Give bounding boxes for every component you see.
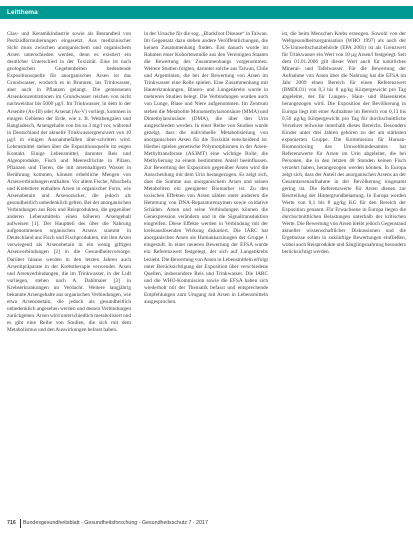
text-column-3 xyxy=(282,31,406,514)
section-header-bar xyxy=(0,6,413,19)
column-1-text: Glas- und Keramikindustrie sowie als Bestandteil von Pestizidformulierungen eingesetzt. Aus medizinischer Sicht muss zwischen anorganischem und organischem Arsen unterschieden werden, denn es existiert ein deutlicher Unterschied in der Toxizität. Eine ist nach geologischen Gegebenheiten bedeutende Expositionsquelle für anorganisches Arsen ist das Grundwasser, wodurch es in Brunnen, ins Trinkwasser, aber auch in Pflanzen gelangt. Die gemessenen Arsenkonzentrationen im Grundwasser reichen von nicht nachweisbar bis 5000 µg/l. Im Trinkwasser, in dem in der Arsenite (As-III) oder Arsenat (As-V) vorliegt, kommen in einigen Gebieten der Erde, wie z. B. Westbengalen und Bangladesch, Arsengehalte von bis zu 3 mg/l vor, während in Deutschland der aktuelle Trinkwassergrenzwert von 10 µg/l in einigen Ausnahmefällen über-schritten wird. Lebensmittel stehen über die Expositionsquelle im engen Kontakt. Einige Lebensmittel, darunter Reis und Algenprodukte, Fisch und Meeresfrüchte in Pilzen, Pflanzen und Tieren, die mit arsenhaltigem Wasser in Berührung kommen, können erhebliche Mengen von Arsenverbindungen enthalten. Vor allem Fische, Muscheln und Krebstiere enthalten Arsen in organischer Form, wie Arsenobetain und Arsenozucker, die jedoch als gesundheitlich unbedenklich gelten. Bei der anorganischen Verbindungen aus Reis und Reisprodukten, die gegenüber anderen Lebensmitteln einen höheren Arsengehalt aufweisen [1]. Der Hauptteil des über die Nahrung aufgenommenen organischen Arsens stammt in Deutschland aus Fisch und Fischprodukten, mit ihm Arsen vorwiegend als Arsenobetain in ein wenig giftigen Arsenverbindungen [2] in die Gesundheitsvorsorge. Darüber hinaus werden in den letzten Jahren auch Arsenitpräparate in der Krebstherapie verwendet. Arsen und Arsenverbindungen, die im Trinkwasser, in der Luft vorliegen, stehen nach A. Dahlmaier [3] in Krebserkrankungen im Verdacht. Weitere langjährig bekannte Arsengehalte aus organischen Verbindungen, wie etwa Arsenobetain, die jedoch als gesundheitlich unbedenklich angesehen werden und dessen Verbindungen zurückgehen. Arsen wird unterschiedlich metabolisiert und es gibt eine Reihe von Studien, die sich mit dem Metabolismus und den Auswirkungen befasst haben. xyxy=(7,31,131,333)
column-3-text: ist, die beim Menschen Krebs erzeugen. Sowohl von der Weltgesundheitsorganisation (WHO 1997) als auch der US-Umweltschutzbehörde (EPA 2001) ist als Grenzwert für Trinkwasser ein Wert von 10 µg Arsen/l festgelegt. Seit dem 01.01.2006 gilt dieser Wert auch für natürliches Mineral- und Tafelwasser. Für die Bewertung der Aufnahme von Arsen über die Nahrung hat die EFSA im Jahr 2009 einen Bereich für einen Referenzwert (BMDL01) von 0,3 bis 8 µg/kg Körpergewicht pro Tag abgeleitet, der für Lungen-, Haut- und Blasenkrebs herangezogen wird. Die Exposition der Bevölkerung in Europa liegt mit einer Aufnahme im Bereich von 0,13 bis 0,56 µg/kg Körpergewicht pro Tag für durchschnittliche Verzehrer teilweise innerhalb dieses Bereichs. Besonders Kinder unter drei Jahren gehören zu der am stärksten exponierten Gruppe. Die Kommission für Human-Biomonitoring des Umweltbundesamtes hat Referenzwerte für Arsen im Urin abgeleitet, die bei Personen, die in den letzten 48 Stunden keinen Fisch verzehrt haben, herangezogen werden können. In Europa zeigt sich, dass der Anteil des anorganischen Arsens an der Gesamtarsenaufnahme in der Bevölkerung insgesamt gering ist. Die Referenzwerte für Arsen dienen zur Beurteilung der Hintergrundbelastung. In Europa werden Werte von 0,1 bis 8 µg/kg KG für den Bereich der Exposition genannt. Für Erwachsene in Europa liegen die durchschnittlichen Belastungen unterhalb der kritischen Werte. Die Bewertung von Arsen bleibt jedoch Gegenstand aktueller wissenschaftlicher Diskussionen und die Ergebnisse sollen in zukünftige Bewertungen einfließen, wobei auch Reisprodukte und Säuglingsnahrung besonders berücksichtigt werden. xyxy=(282,31,406,256)
column-2-text: in der Ursache für die sog. „Blackfoot Disease“ in Taiwan. Im Gegensatz dazu stehen andere Veröffentlichungen, die keinen Zusammenhang finden. Erst danach wurde im Rahmen einer Kohortenstudie aus den Vereinigten Staaten die Bewertung des Zusammenhangs vorgenommen. Weitere Studien folgten, darunter solche aus Taiwan, Chile und Argentinien, die bei der Bewertung von Arsen im Trinkwasser eine Rolle spielen. Eine Zusammenhang mit Hauterkrankungen, Blasen- und Lungenkrebs wurde in mehreren Studien belegt. Die Verbindungen wurden auch von Lunge, Blase und Niere aufgenommen. Im Zentrum stehen die Metabolite Monomethylarsonsäure (MMA) und Dimethylarsinsäure (DMA), die über den Urin ausgeschieden werden. In einer Reihe von Studien wurde gezeigt, dass die individuelle Metabolisierung von anorganischem Arsen für die Toxizität entscheidend ist. Hierbei spielen genetische Polymorphismen in der Arsen-Methyltransferase (AS3MT) eine wichtige Rolle, die Methylierung zu einem bestimmten Anteil beeinflussen. Zur Bewertung der Exposition gegenüber Arsen wird die Ausscheidung mit dem Urin herangezogen. Es zeigt sich, dass die Summe aus anorganischem Arsen und seinen Metaboliten ein geeigneter Biomarker ist. Zu den toxischen Effekten von Arsen zählen unter anderem die Hemmung von DNA-Reparaturenzymen sowie oxidative Schäden. Arsen und seine Verbindungen können die Genexpression verändern und in die Signaltransduktion eingreifen. Diese Effekte werden in Verbindung mit der krebsauslösenden Wirkung diskutiert. Die IARC hat anorganisches Arsen als Humankarzinogen der Gruppe 1 eingestuft. In einer neueren Bewertung der EFSA wurde ein Referenzwert festgelegt, der sich auf Lungenkrebs bezieht. Die Bewertung von Arsen in Lebensmitteln erfolgt unter Berücksichtigung der Exposition über verschiedene Quellen, insbesondere Reis und Trinkwasser. Die IARC und die WHO-Kommission sowie die EFSA haben sich wiederholt mit der Thematik befasst und entsprechende Empfehlungen zum Umgang mit Arsen in Lebensmitteln ausgesprochen. xyxy=(144,31,268,305)
journal-citation: Bundesgesundheitsblatt - Gesundheitsforschung - Gesundheitsschutz 7 · 2017 xyxy=(23,520,208,526)
footer-divider xyxy=(20,519,21,528)
text-column-1 xyxy=(7,31,131,514)
section-title: Leitthema xyxy=(7,9,38,16)
page-number: 716 xyxy=(7,520,16,526)
text-column-2 xyxy=(144,31,268,514)
